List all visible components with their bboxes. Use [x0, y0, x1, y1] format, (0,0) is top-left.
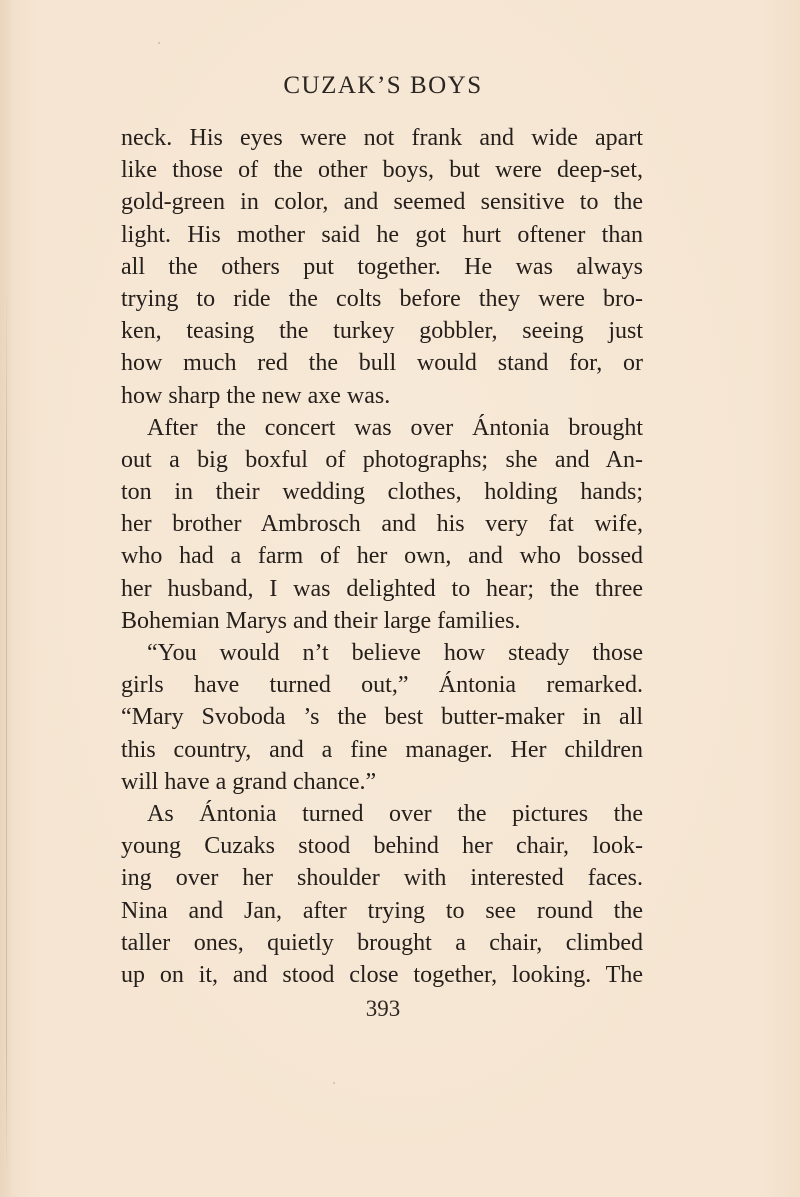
- paper-speck: [158, 42, 160, 44]
- text-line: young Cuzaks stood behind her chair, look-: [121, 833, 643, 860]
- text-line: out a big boxful of photographs; she and An-: [121, 446, 643, 473]
- text-line: how much red the bull would stand for, or: [121, 350, 643, 377]
- text-line: girls have turned out,” Ántonia remarked.: [121, 672, 643, 699]
- text-line: all the others put together. He was always: [121, 253, 643, 280]
- text-line: ing over her shoulder with interested faces.: [121, 865, 643, 892]
- running-head: CUZAK’S BOYS: [283, 72, 483, 99]
- text-line: taller ones, quietly brought a chair, climbed: [121, 929, 643, 956]
- text-line: After the concert was over Ántonia brought: [147, 414, 643, 441]
- text-line: ton in their wedding clothes, holding hands;: [121, 479, 643, 506]
- text-line: Nina and Jan, after trying to see round the: [121, 897, 643, 924]
- text-line: neck. His eyes were not frank and wide apart: [121, 125, 643, 151]
- text-line: “You would n’t believe how steady those: [147, 640, 643, 666]
- text-line: how sharp the new axe was.: [121, 382, 391, 409]
- text-line: trying to ride the colts before they were bro-: [121, 285, 643, 312]
- text-line: Bohemian Marys and their large families.: [121, 607, 521, 634]
- page-number: 393: [365, 996, 401, 1021]
- text-line: her husband, I was delighted to hear; the three: [121, 575, 643, 602]
- text-line: like those of the other boys, but were deep-set,: [121, 157, 643, 184]
- paper-speck: [333, 1082, 335, 1084]
- text-line: who had a farm of her own, and who bossed: [121, 543, 643, 570]
- text-line: this country, and a fine manager. Her children: [121, 736, 643, 763]
- text-line: her brother Ambrosch and his very fat wife,: [121, 511, 643, 538]
- text-line: will have a grand chance.”: [121, 768, 377, 795]
- text-line: ken, teasing the turkey gobbler, seeing just: [121, 318, 643, 345]
- text-line: gold-green in color, and seemed sensitive to the: [121, 189, 643, 216]
- text-line: up on it, and stood close together, looking. The: [121, 961, 643, 988]
- body-text: [121, 122, 643, 991]
- page-edge-shadow: [6, 280, 7, 1180]
- text-line: As Ántonia turned over the pictures the: [147, 800, 643, 827]
- text-line: light. His mother said he got hurt oftener than: [121, 221, 643, 248]
- text-line: “Mary Svoboda ’s the best butter-maker in all: [121, 704, 643, 731]
